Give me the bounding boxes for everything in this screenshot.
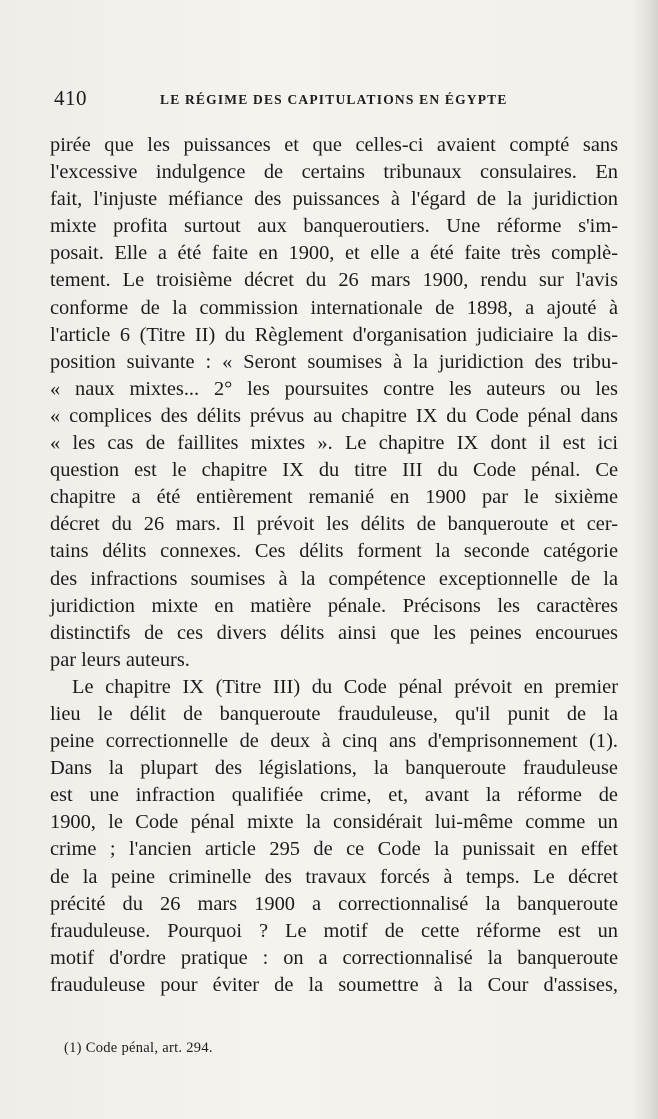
running-head xyxy=(54,86,620,112)
text-line: Dans la plupart des législations, la banqueroute frauduleuse xyxy=(50,757,618,780)
text-line: motif d'ordre pratique : on a correctionnalisé la banqueroute xyxy=(50,946,618,969)
text-line: Le chapitre IX (Titre III) du Code pénal prévoit en premier xyxy=(72,675,618,698)
text-line: des infractions soumises à la compétence exceptionnelle de la xyxy=(50,567,618,590)
text-line: frauduleuse. Pourquoi ? Le motif de cette réforme est un xyxy=(50,919,618,942)
text-line: l'excessive indulgence de certains tribunaux consulaires. En xyxy=(50,161,618,184)
text-line: distinctifs de ces divers délits ainsi que les peines encourues xyxy=(50,621,618,644)
page-edge-shadow xyxy=(632,0,658,1119)
body-text xyxy=(50,132,618,999)
paragraph-2 xyxy=(50,674,618,999)
text-line: « complices des délits prévus au chapitre IX du Code pénal dans xyxy=(50,404,618,427)
text-line: tement. Le troisième décret du 26 mars 1900, rendu sur l'avis xyxy=(50,269,618,292)
text-line: tains délits connexes. Ces délits forment la seconde catégorie xyxy=(50,540,618,563)
text-line: par leurs auteurs. xyxy=(50,648,190,671)
text-line: mixte profita surtout aux banqueroutiers. Une réforme s'im- xyxy=(50,215,618,238)
text-line: 1900, le Code pénal mixte la considérait lui-même comme un xyxy=(50,811,618,834)
text-line: fait, l'injuste méfiance des puissances à l'égard de la juridiction xyxy=(50,188,618,211)
text-line: conforme de la commission internationale de 1898, a ajouté à xyxy=(50,296,618,319)
running-title: LE RÉGIME DES CAPITULATIONS EN ÉGYPTE xyxy=(160,92,508,107)
text-line: lieu le délit de banqueroute frauduleuse, qu'il punit de la xyxy=(50,702,618,725)
text-line: l'article 6 (Titre II) du Règlement d'organisation judiciaire la dis- xyxy=(50,323,618,346)
text-line: pirée que les puissances et que celles-ci avaient compté sans xyxy=(50,134,618,156)
paragraph-1 xyxy=(50,132,618,674)
page-number: 410 xyxy=(54,86,87,110)
text-line: « naux mixtes... 2° les poursuites contre les auteurs ou les xyxy=(50,377,618,400)
text-line: chapitre a été entièrement remanié en 1900 par le sixième xyxy=(50,486,618,509)
text-line: décret du 26 mars. Il prévoit les délits de banqueroute et cer- xyxy=(50,513,618,536)
text-line: juridiction mixte en matière pénale. Précisons les caractères xyxy=(50,594,618,617)
text-line: frauduleuse pour éviter de la soumettre à la Cour d'assises, xyxy=(50,973,618,996)
footnote: (1) Code pénal, art. 294. xyxy=(64,1040,213,1056)
text-line: précité du 26 mars 1900 a correctionnalisé la banqueroute xyxy=(50,892,618,915)
text-line: posait. Elle a été faite en 1900, et elle a été faite très complè- xyxy=(50,242,618,265)
text-line: de la peine criminelle des travaux forcés à temps. Le décret xyxy=(50,865,618,888)
text-line: « les cas de faillites mixtes ». Le chapitre IX dont il est ici xyxy=(50,432,618,455)
text-line: peine correctionnelle de deux à cinq ans d'emprisonnement (1). xyxy=(50,730,618,753)
text-line: crime ; l'ancien article 295 de ce Code la punissait en effet xyxy=(50,838,618,861)
text-line: position suivante : « Seront soumises à la juridiction des tribu- xyxy=(50,350,618,373)
text-line: est une infraction qualifiée crime, et, avant la réforme de xyxy=(50,784,618,807)
text-line: question est le chapitre IX du titre III du Code pénal. Ce xyxy=(50,459,618,482)
